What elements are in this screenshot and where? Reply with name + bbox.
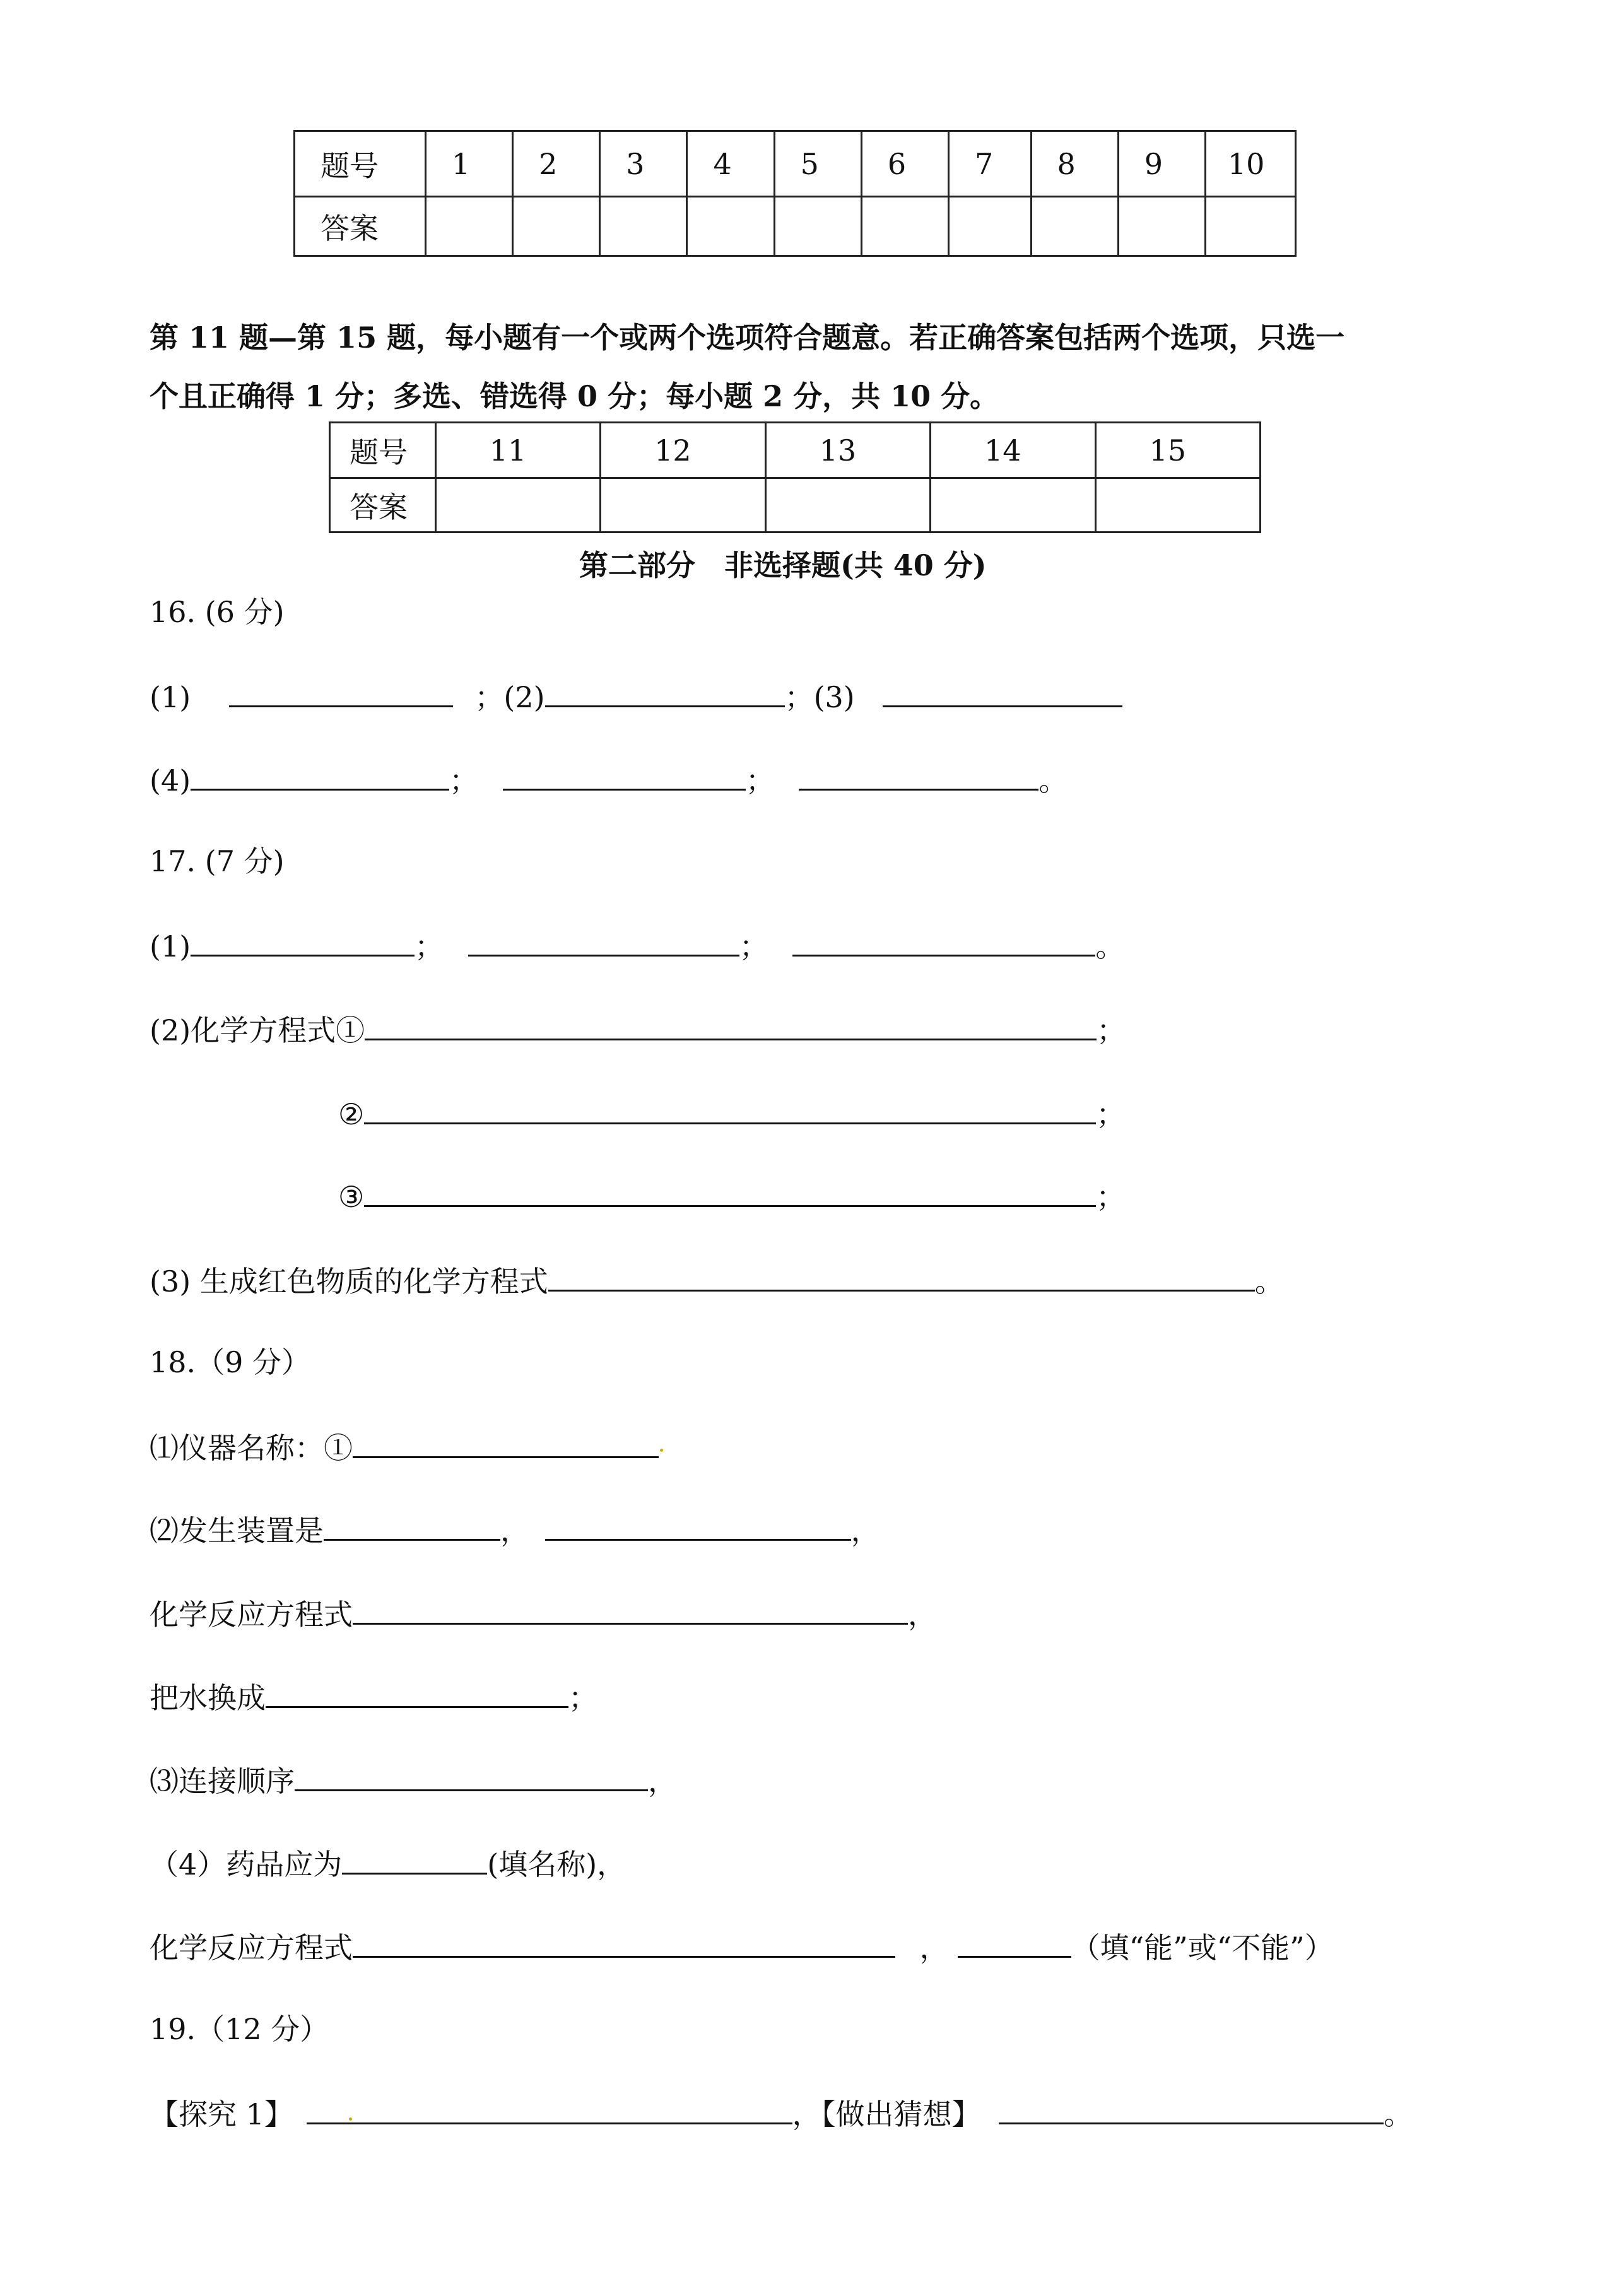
q16-line-1 xyxy=(150,676,1122,716)
table-row xyxy=(295,197,1296,256)
answer-cell[interactable] xyxy=(425,197,512,256)
q17-blank-3[interactable] xyxy=(792,926,1095,957)
speck-mark xyxy=(660,1449,663,1452)
q17-separator: ； xyxy=(1097,1013,1126,1047)
answer-cell[interactable] xyxy=(1095,478,1261,533)
q18-equation-label: 化学反应方程式 xyxy=(150,1598,353,1632)
q18-water-label: 把水换成 xyxy=(150,1681,266,1715)
q18-line-5 xyxy=(150,1760,677,1800)
q17-part-1-label: (1) xyxy=(150,929,191,963)
q17-line-2 xyxy=(150,1010,1126,1049)
answer-label: 答案 xyxy=(295,197,426,256)
q18-line-2 xyxy=(150,1510,880,1550)
q16-blank-1[interactable] xyxy=(229,676,453,707)
q18-equation-blank-2[interactable] xyxy=(353,1927,895,1958)
q18-separator: ， xyxy=(648,1764,677,1798)
q18-reagent-blank[interactable] xyxy=(342,1844,487,1875)
header-label: 题号 xyxy=(330,423,436,478)
q19-title: 19.（12 分） xyxy=(150,2012,329,2046)
q17-separator: ； xyxy=(1096,1097,1126,1131)
q17-part-3-label: (3) 生成红色物质的化学方程式 xyxy=(150,1264,548,1298)
question-number: 11 xyxy=(435,423,600,478)
answer-cell[interactable] xyxy=(931,478,1095,533)
q17-circle-3: ③ xyxy=(338,1180,365,1214)
q18-line-7 xyxy=(150,1927,1334,1967)
question-number: 8 xyxy=(1031,131,1118,197)
question-number: 1 xyxy=(425,131,512,197)
q18-separator: ， xyxy=(850,1514,880,1548)
table-row xyxy=(330,423,1261,478)
question-number: 9 xyxy=(1118,131,1205,197)
q16-part-1-label: (1) xyxy=(150,680,191,714)
q19-explore-blank[interactable] xyxy=(307,2093,792,2124)
question-number: 2 xyxy=(513,131,600,197)
instructions-line-1: 第 11 题—第 15 题，每小题有一个或两个选项符合题意。若正确答案包括两个选项，只选一 xyxy=(150,321,1345,355)
q16-separator: ； xyxy=(745,763,775,798)
q18-apparatus-blank-2[interactable] xyxy=(545,1510,851,1541)
q17-line-4 xyxy=(338,1176,1125,1216)
table-row xyxy=(330,478,1261,533)
answer-cell[interactable] xyxy=(600,197,687,256)
q19-guess-label: ，【做出猜想】 xyxy=(792,2097,981,2131)
q16-part-2-label: ；(2) xyxy=(474,680,545,714)
q18-separator: ； xyxy=(568,1681,597,1715)
q18-equation-label: 化学反应方程式 xyxy=(150,1931,353,1965)
answer-table-1-10 xyxy=(293,130,1297,257)
q17-end: 。 xyxy=(1095,929,1125,963)
q18-equation-blank[interactable] xyxy=(353,1594,908,1625)
q18-title: 18.（9 分） xyxy=(150,1345,311,1379)
q17-blank-1[interactable] xyxy=(191,926,415,957)
q19-line-1 xyxy=(150,2093,1413,2133)
answer-cell[interactable] xyxy=(687,197,774,256)
q16-blank-3[interactable] xyxy=(883,676,1122,707)
q17-end: 。 xyxy=(1254,1264,1284,1298)
q16-title: 16. (6 分) xyxy=(150,595,285,629)
instructions-line-2: 个且正确得 1 分；多选、错选得 0 分；每小题 2 分，共 10 分。 xyxy=(150,379,999,413)
question-number: 14 xyxy=(931,423,1095,478)
question-number: 3 xyxy=(600,131,687,197)
q16-blank-4[interactable] xyxy=(191,760,449,791)
question-number: 7 xyxy=(949,131,1032,197)
q18-separator: ， xyxy=(500,1514,529,1548)
question-number: 4 xyxy=(687,131,774,197)
q18-instrument-blank[interactable] xyxy=(353,1427,659,1458)
q16-end: 。 xyxy=(1038,763,1068,798)
q18-connection-order-blank[interactable] xyxy=(295,1760,648,1791)
q16-line-2 xyxy=(150,760,1068,799)
q18-can-or-cannot-note: （填“能”或“不能”） xyxy=(1071,1931,1334,1965)
q18-line-1 xyxy=(150,1427,659,1467)
answer-cell[interactable] xyxy=(765,478,930,533)
q17-line-3 xyxy=(338,1093,1125,1133)
q16-blank-6[interactable] xyxy=(799,760,1038,791)
answer-cell[interactable] xyxy=(1031,197,1118,256)
q18-line-3 xyxy=(150,1594,937,1634)
question-number: 13 xyxy=(765,423,930,478)
q16-part-3-label: ；(3) xyxy=(784,680,855,714)
answer-cell[interactable] xyxy=(949,197,1032,256)
question-number: 15 xyxy=(1095,423,1261,478)
q17-line-1 xyxy=(150,926,1124,965)
q16-blank-5[interactable] xyxy=(503,760,746,791)
q18-separator: ， xyxy=(919,1931,949,1965)
q17-red-substance-equation-blank[interactable] xyxy=(548,1261,1255,1292)
section-title: 第二部分 非选择题(共 40 分) xyxy=(579,548,987,582)
header-label: 题号 xyxy=(295,131,426,197)
speck-mark xyxy=(349,2117,352,2121)
q18-part-1-label: ⑴仪器名称：① xyxy=(150,1431,353,1465)
q17-equation-3-blank[interactable] xyxy=(364,1176,1096,1207)
answer-cell[interactable] xyxy=(435,478,600,533)
q18-can-or-cannot-blank[interactable] xyxy=(958,1927,1071,1958)
answer-cell[interactable] xyxy=(774,197,861,256)
answer-label: 答案 xyxy=(330,478,436,533)
answer-cell[interactable] xyxy=(601,478,765,533)
q18-part-4-label: （4）药品应为 xyxy=(150,1847,343,1881)
q17-circle-2: ② xyxy=(338,1097,365,1131)
q18-separator: ， xyxy=(908,1598,937,1632)
q18-part-2-label: ⑵发生装置是 xyxy=(150,1514,324,1548)
q17-blank-2[interactable] xyxy=(468,926,739,957)
q18-line-6 xyxy=(150,1844,626,1883)
answer-cell[interactable] xyxy=(1118,197,1205,256)
q18-fill-name-note: (填名称)， xyxy=(487,1847,626,1881)
q19-end: 。 xyxy=(1384,2097,1413,2131)
q16-part-4-label: (4) xyxy=(150,763,191,798)
q18-replace-water-blank[interactable] xyxy=(266,1677,568,1708)
q17-separator: ； xyxy=(1096,1180,1126,1214)
answer-cell[interactable] xyxy=(1205,197,1295,256)
q17-separator: ； xyxy=(415,929,444,963)
answer-cell[interactable] xyxy=(513,197,600,256)
q16-separator: ； xyxy=(449,763,479,798)
q17-equation-2-blank[interactable] xyxy=(364,1093,1096,1124)
question-number: 12 xyxy=(601,423,765,478)
q18-line-4 xyxy=(150,1677,597,1717)
q17-line-5 xyxy=(150,1261,1284,1300)
q18-part-3-label: ⑶连接顺序 xyxy=(150,1764,295,1798)
q17-equation-1-blank[interactable] xyxy=(365,1010,1097,1040)
q19-guess-blank[interactable] xyxy=(999,2093,1384,2124)
q16-blank-2[interactable] xyxy=(545,676,785,707)
question-number: 6 xyxy=(861,131,948,197)
question-number: 5 xyxy=(774,131,861,197)
q17-part-2-label: (2)化学方程式① xyxy=(150,1013,365,1047)
answer-cell[interactable] xyxy=(861,197,948,256)
q18-apparatus-blank-1[interactable] xyxy=(324,1510,500,1541)
q19-explore-label: 【探究 1】 xyxy=(150,2097,293,2131)
question-number: 10 xyxy=(1205,131,1295,197)
table-row xyxy=(295,131,1296,197)
answer-table-11-15 xyxy=(329,421,1261,533)
q17-separator: ； xyxy=(739,929,768,963)
q17-title: 17. (7 分) xyxy=(150,844,285,878)
